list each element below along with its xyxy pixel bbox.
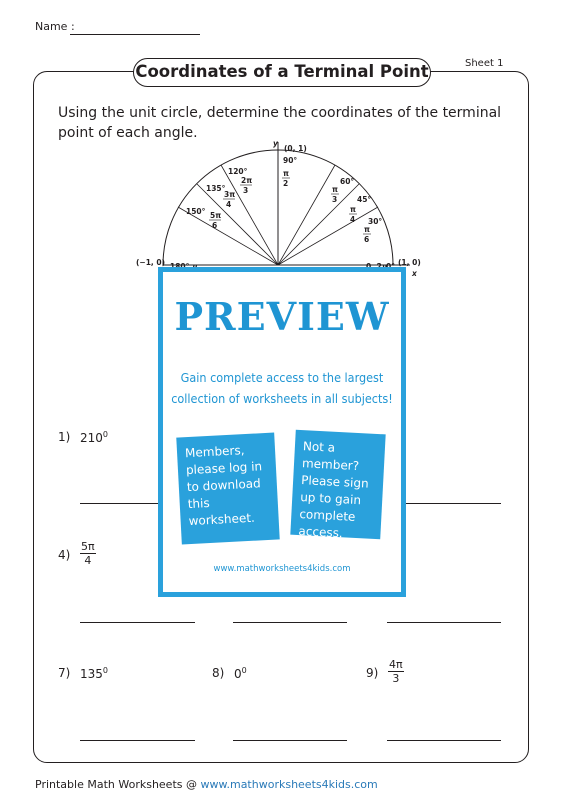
answer-line-8[interactable] [233,740,347,741]
footer-prefix: Printable Math Worksheets @ [35,778,201,791]
svg-text:3π: 3π [224,190,236,199]
svg-text:π: π [350,205,356,214]
answer-line-4[interactable] [80,622,195,623]
question-8-number: 8) [212,666,225,680]
svg-text:6: 6 [364,235,370,244]
unit-circle-diagram [128,132,428,278]
rad-3pi4-fraction [223,190,235,209]
deg-150-label: 150° [186,207,206,216]
instructions: Using the unit circle, determine the coordinates of the terminal point of each angle. [58,105,502,141]
name-line[interactable] [70,34,200,35]
svg-text:2: 2 [283,179,289,188]
preview-overlay [158,267,406,597]
name-label: Name : [35,20,75,33]
footer [35,778,378,791]
deg-135-label: 135° [206,184,226,193]
question-9-angle: $\frac{4\pi}{3}$ [389,658,403,685]
rad-5pi6-fraction [209,211,221,230]
svg-text:4: 4 [350,215,356,224]
rad-pi2-fraction [282,169,290,188]
deg-90-label: 90° [283,156,298,165]
point-right-label: (1, 0) [398,258,421,267]
question-4-number: 4) [58,548,71,562]
rad-2pi3-fraction [240,176,252,195]
question-8-angle: $0^0$ [234,666,247,681]
deg-60-label: 60° [340,177,355,186]
answer-line-9[interactable] [387,740,501,741]
rad-pi6-fraction [363,225,371,244]
x-axis-label: x [412,269,417,278]
answer-line-5[interactable] [233,622,347,623]
preview-url-link[interactable]: www.mathworksheets4kids.com [213,564,351,574]
footer-url-link[interactable]: www.mathworksheets4kids.com [200,778,378,791]
rad-pi3-fraction [331,185,339,204]
y-axis-label: y [273,139,278,148]
question-7-number: 7) [58,666,71,680]
page-title: Coordinates of a Terminal Point [133,58,431,87]
svg-text:π: π [332,185,338,194]
svg-text:2π: 2π [241,176,253,185]
svg-text:6: 6 [212,221,218,230]
deg-120-label: 120° [228,167,248,176]
rad-pi4-fraction [349,205,357,224]
preview-title: PREVIEW [174,294,390,339]
signup-button[interactable]: Not a member? Please sign up to gain complete access. [290,430,385,540]
question-1-number: 1) [58,430,71,444]
answer-line-6[interactable] [387,622,501,623]
svg-text:3: 3 [243,186,249,195]
question-9-number: 9) [366,666,379,680]
deg-45-label: 45° [357,195,372,204]
question-1-angle: $210^0$ [80,430,108,445]
point-top-label: (0, 1) [284,144,307,153]
preview-subtitle: Gain complete access to the largest collection of worksheets in all subjects! [171,370,393,406]
members-login-button[interactable]: Members, please log in to download this worksheet. [176,433,279,545]
svg-text:π: π [283,169,289,178]
svg-text:4: 4 [226,200,232,209]
svg-text:3: 3 [332,195,338,204]
question-4-angle: $\frac{5\pi}{4}$ [81,540,95,567]
question-7-angle: $135^0$ [80,666,108,681]
svg-text:5π: 5π [210,211,222,220]
point-left-label: (−1, 0) [136,258,166,267]
deg-30-label: 30° [368,217,383,226]
sheet-label: Sheet 1 [465,58,504,69]
answer-line-7[interactable] [80,740,195,741]
svg-text:π: π [364,225,370,234]
